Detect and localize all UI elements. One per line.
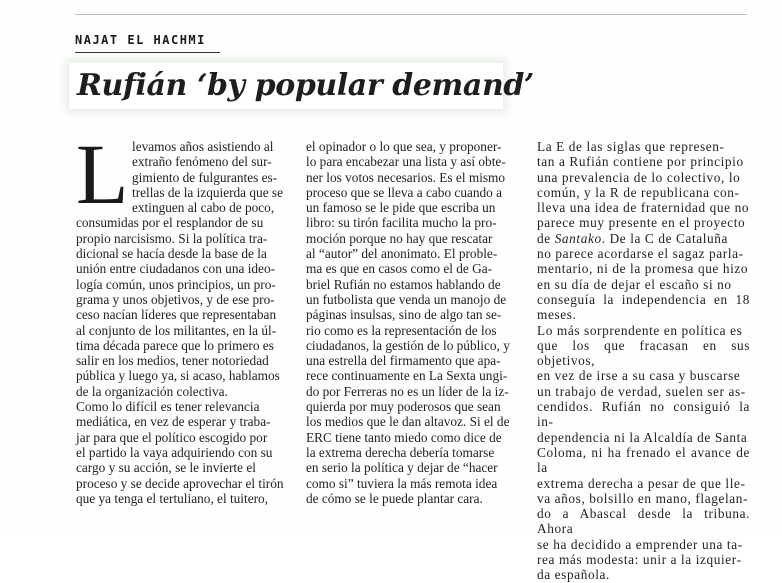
text-column-2 bbox=[306, 139, 518, 506]
author-byline: NAJAT EL HACHMI bbox=[75, 33, 206, 47]
drop-cap: L bbox=[76, 126, 129, 222]
byline-underline bbox=[75, 52, 220, 53]
paragraph-lead: levamos años asistiendo al extraño fenómeno del sur- gimiento de fulgurantes es- trellas de la izquierda que se extinguen al cabo de poco, bbox=[132, 139, 283, 216]
text-column-3 bbox=[537, 139, 750, 583]
paragraph-4-part-b: . De la C de Cataluña no parece acordarse el sagaz parla- mentario, ni de la promesa que hizo en su día de dejar el escaño si no conseguía la independencia en 18 meses. bbox=[537, 230, 750, 323]
paragraph-3: el opinador o lo que sea, y proponer- lo para encabezar una lista y así obte- ner los votos necesarios. Es el mismo proceso que se lleva a cabo cuando a un famoso se le pide que escriba un libro: su tirón facilita mucho la pro- moción porque no hay que rescatar al “autor” del anonimato. El proble- ma es que en casos como el de Ga- briel Rufián no estamos hablando de un futbolista que venda un manojo de páginas insulsas, sino de algo tan se- rio como es la representación de los ciudadanos, la gestión de lo público, y una estrella del firmamento que apa- rece continuamente en La Sexta ungi- do por Ferreras no es un líder de la iz- quierda por muy poderosos que sean los medios que le dan altavoz. Si el de ERC tiene tanto miedo como dice de la extrema derecha debería tomarse en serio la política y dejar de “hacer como si” tuviera la más remota idea de cómo se le puede plantar cara. bbox=[306, 139, 510, 506]
article-headline: Rufián ‘by popular demand’ bbox=[77, 68, 534, 103]
paragraph-4 bbox=[537, 139, 750, 323]
paragraph-5: Lo más sorprendente en política es que los que fracasan en sus objetivos, en vez de irse a su casa y buscarse un trabajo de verdad, suelen ser as- cendidos. Rufián no consiguió la in- dependencia ni la Alcaldía de Santa Coloma, ni ha frenado el avance de la extrema derecha a pesar de que lle- va años, bolsillo en mano, flagelan- do a Abascal desde la tribuna. Ahora se ha decidido a emprender una ta- rea más modesta: unir a la izquier- da española. bbox=[537, 322, 750, 583]
paragraph-2: Como lo difícil es tener relevancia mediática, en vez de esperar y traba- jar para que el político escogido por el partido la vaya adquiriendo con su cargo y su acción, se le invierte el proceso y se decide aprovechar el tirón que ya tenga el tertuliano, el tuitero, bbox=[76, 399, 284, 506]
paragraph-4-part-a: La E de las siglas que represen- tan a Rufián contiene por principio una prevalencia de lo colectivo, lo común, y la R de republicana con- lleva una idea de fraternidad que no parece muy presente en el proyecto de bbox=[537, 139, 750, 246]
top-divider bbox=[75, 14, 747, 15]
text-column-1 bbox=[76, 126, 291, 506]
santako-italic: Santako bbox=[554, 230, 602, 246]
paragraph-1-rest: consumidas por el resplandor de su propio narcisismo. Si la política tra- dicional se hacía desde la base de la unión entre ciudadanos con una ideo- logía común, unos principios, un pro- grama y unos objetivos, y de ese pro- ceso nacían líderes que representaban al conjunto de los militantes, en la úl- tima década parece que lo primero es salir en los medios, tener notoriedad pública y luego ya, si acaso, hablamos de la organización colectiva. bbox=[76, 215, 280, 399]
